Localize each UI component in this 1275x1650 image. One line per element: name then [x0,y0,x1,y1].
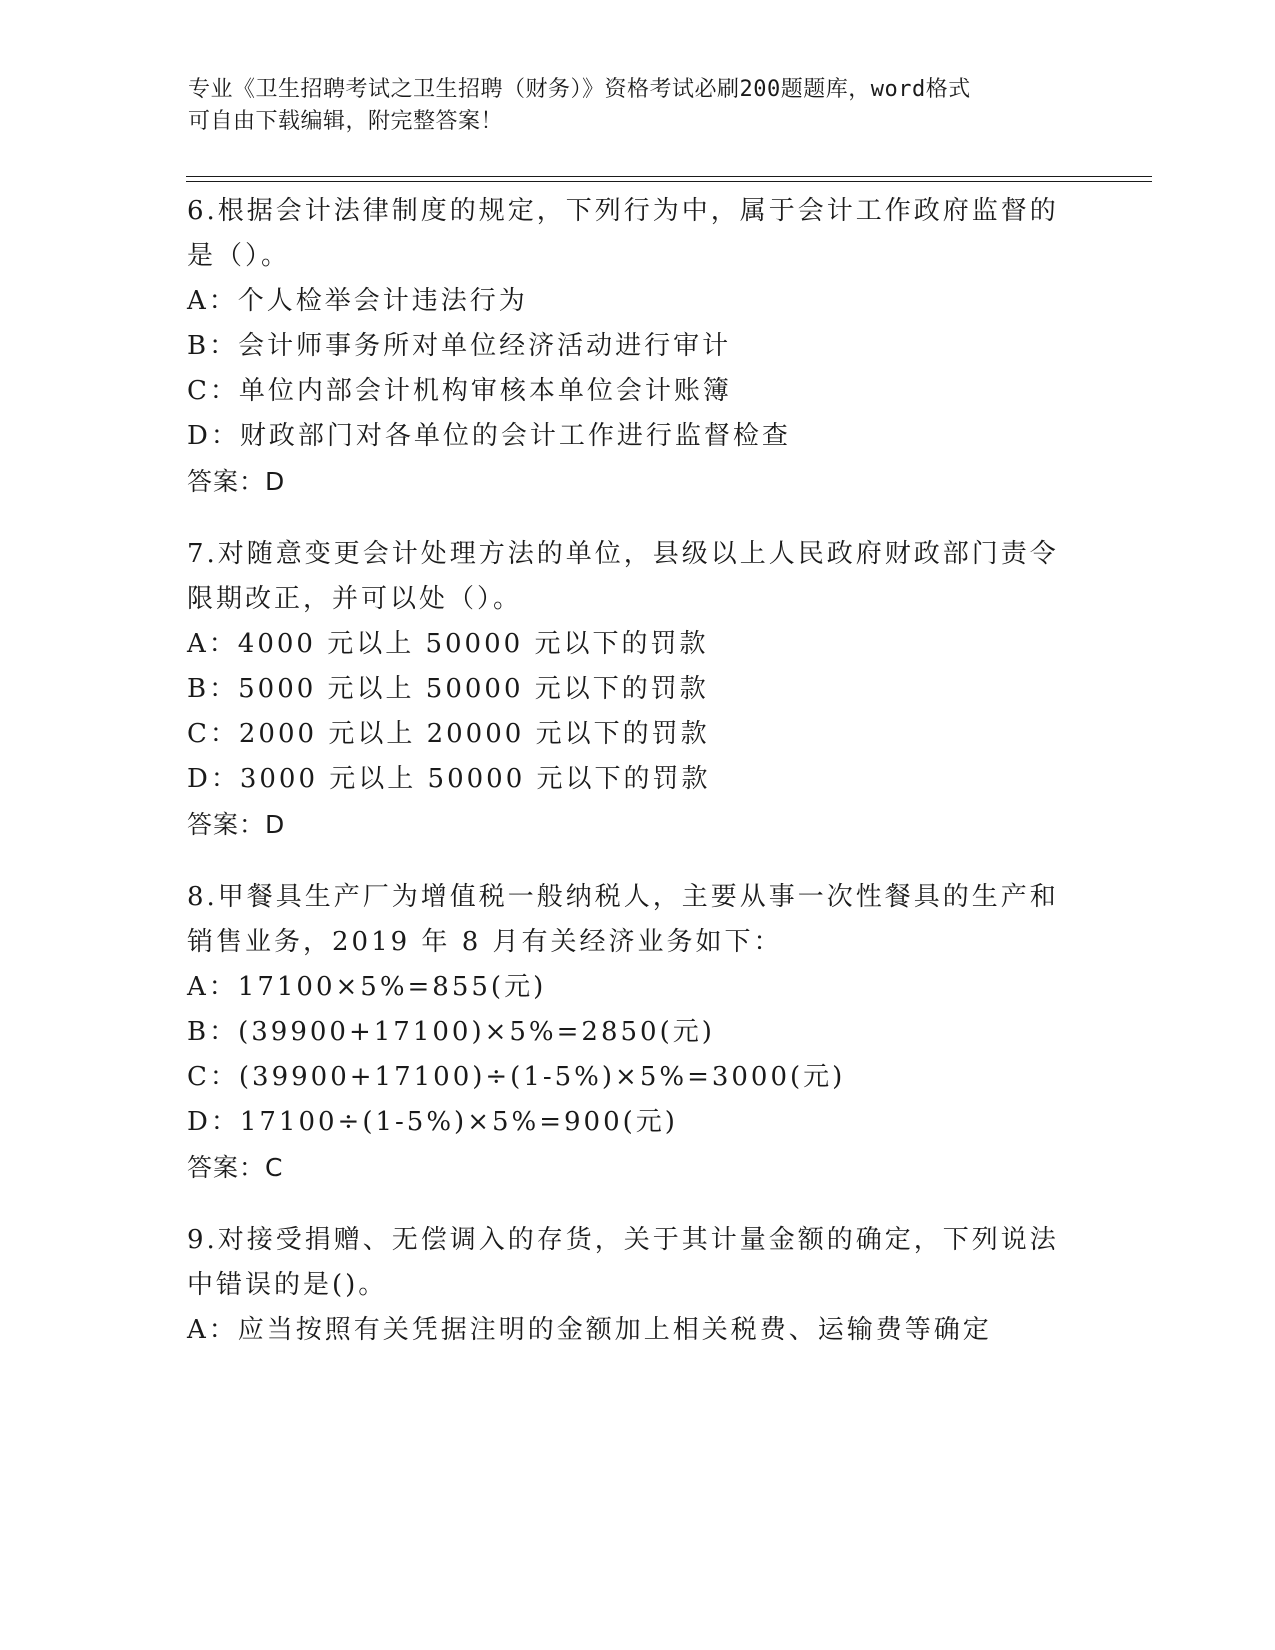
question-stem-line: 7.对随意变更会计处理方法的单位，县级以上人民政府财政部门责令 [187,539,1059,569]
question-stem-line: 9.对接受捐赠、无偿调入的存货，关于其计量金额的确定，下列说法 [187,1225,1059,1255]
header-divider-top [186,176,1152,177]
option-c: C：单位内部会计机构审核本单位会计账簿 [187,376,732,406]
option-b: B：(39900+17100)×5%=2850(元) [187,1017,715,1047]
option-d: D：3000 元以上 50000 元以下的罚款 [187,764,711,794]
question-stem [187,532,1067,622]
question-stem-line: 6.根据会计法律制度的规定，下列行为中，属于会计工作政府监督的 [187,196,1059,226]
option-a: A：应当按照有关凭据注明的金额加上相关税费、运输费等确定 [187,1315,992,1345]
question-8 [187,875,1067,1190]
document-header [188,74,1068,138]
option-c: C：2000 元以上 20000 元以下的罚款 [187,719,710,749]
question-stem [187,875,1067,965]
question-stem [187,189,1067,279]
question-stem-line: 中错误的是()。 [187,1270,388,1300]
answer-line: 答案：D [187,467,286,496]
question-stem [187,1218,1067,1308]
option-a: A：4000 元以上 50000 元以下的罚款 [187,629,709,659]
header-divider-bottom [186,181,1152,182]
header-line-2: 可自由下载编辑，附完整答案！ [188,109,504,134]
answer-line: 答案：C [187,1153,284,1182]
question-stem-line: 限期改正，并可以处（）。 [187,584,523,614]
header-line-1: 专业《卫生招聘考试之卫生招聘（财务）》资格考试必刷200题题库，word格式 [188,77,971,102]
option-b: B：5000 元以上 50000 元以下的罚款 [187,674,709,704]
option-c: C：(39900+17100)÷(1-5%)×5%=3000(元) [187,1062,846,1092]
question-stem-line: 是（）。 [187,241,291,271]
question-stem-line: 销售业务，2019 年 8 月有关经济业务如下： [187,927,783,957]
question-7 [187,532,1067,847]
option-a: A：个人检举会计违法行为 [187,286,528,316]
option-a: A：17100×5%=855(元) [187,972,547,1002]
option-d: D：财政部门对各单位的会计工作进行监督检查 [187,421,791,451]
option-d: D：17100÷(1-5%)×5%=900(元) [187,1107,678,1137]
question-stem-line: 8.甲餐具生产厂为增值税一般纳税人，主要从事一次性餐具的生产和 [187,882,1059,912]
question-9 [187,1218,1067,1353]
question-6 [187,189,1067,504]
question-list [187,189,1067,1381]
option-b: B：会计师事务所对单位经济活动进行审计 [187,331,732,361]
answer-line: 答案：D [187,810,286,839]
